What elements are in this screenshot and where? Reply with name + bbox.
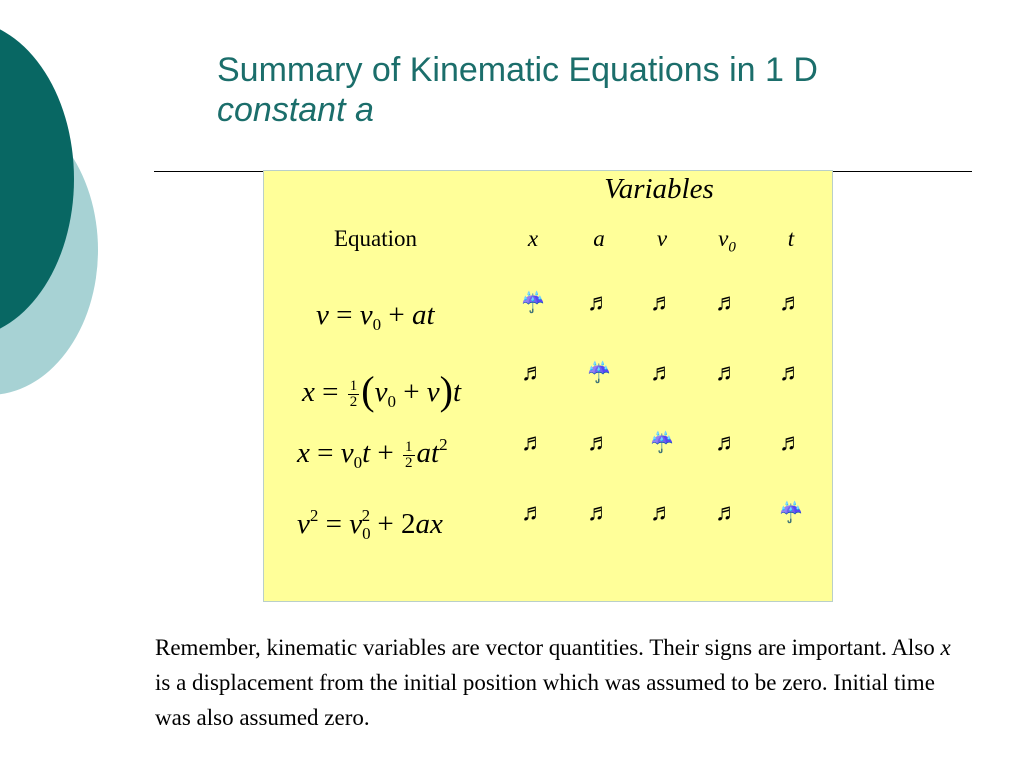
present-mark-icon-eq1-v0: ♬ (715, 290, 739, 316)
absent-mark-icon-eq2-a: ☔ (586, 362, 612, 384)
present-mark-icon-eq4-v0: ♬ (715, 500, 739, 526)
present-mark-icon-eq3-v0: ♬ (715, 430, 739, 456)
var-header-a: a (593, 226, 605, 251)
note-part-1: Remember, kinematic variables are vector quantities. Their signs are important. Also (155, 635, 941, 660)
var-header-v0 (707, 226, 747, 257)
variables-heading: Variables (604, 173, 714, 205)
title-line-1: Summary of Kinematic Equations in 1 D (217, 51, 818, 89)
present-mark-icon-eq1-t: ♬ (779, 290, 803, 316)
slide-title (217, 50, 818, 130)
note-italic-x: x (940, 635, 951, 660)
present-mark-icon-eq3-x: ♬ (521, 430, 545, 456)
present-mark-icon-eq3-a: ♬ (587, 430, 611, 456)
var-header-v0-subscript: 0 (728, 239, 736, 256)
var-header-v: v (656, 226, 668, 251)
equation-3: $x = v_0t$ + $\frac{1}{2}$ $at^2$ (297, 435, 448, 472)
equations-table (263, 170, 833, 602)
present-mark-icon-eq3-t: ♬ (779, 430, 803, 456)
var-header-t: t (787, 226, 795, 251)
present-mark-icon-eq2-v: ♬ (650, 360, 674, 386)
equation-column-header: Equation (334, 226, 418, 251)
present-mark-icon-eq1-a: ♬ (587, 290, 611, 316)
var-header-v0-base: v (718, 226, 729, 251)
present-mark-icon-eq1-v: ♬ (650, 290, 674, 316)
equation-2: x = $\frac{1}{2}$ $(v_0 + v)t$ (302, 368, 462, 413)
note-paragraph (155, 630, 955, 735)
present-mark-icon-eq2-t: ♬ (779, 360, 803, 386)
note-part-2: is a displacement from the initial position which was assumed to be zero. Initial time was also assumed zero. (155, 670, 935, 730)
var-header-x: x (527, 226, 539, 251)
present-mark-icon-eq4-x: ♬ (521, 500, 545, 526)
absent-mark-icon-eq3-v: ☔ (649, 432, 675, 454)
absent-mark-icon-eq1-x: ☔ (520, 292, 546, 314)
present-mark-icon-eq2-v0: ♬ (715, 360, 739, 386)
present-mark-icon-eq2-x: ♬ (521, 360, 545, 386)
absent-mark-icon-eq4-t: ☔ (778, 502, 804, 524)
present-mark-icon-eq4-v: ♬ (650, 500, 674, 526)
present-mark-icon-eq4-a: ♬ (587, 500, 611, 526)
equation-4: $v^2 = v_0^2 + 2ax$ (297, 506, 443, 543)
title-line-2: constant a (217, 91, 374, 129)
equation-1: $v = v_0$ + at (316, 299, 435, 334)
